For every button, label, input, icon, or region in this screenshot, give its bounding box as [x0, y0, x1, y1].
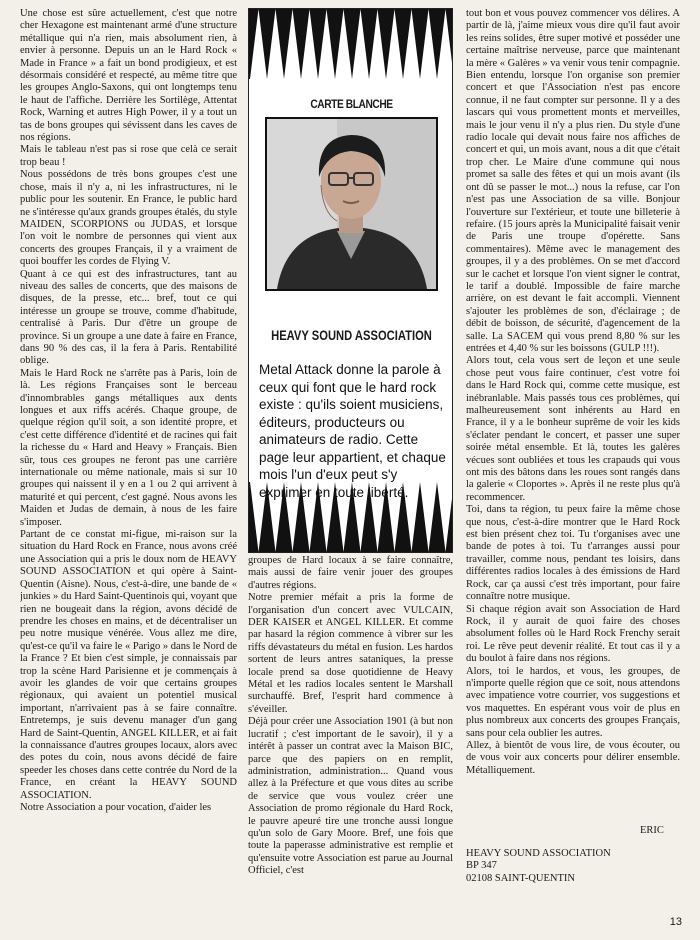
- intro-text: Metal Attack donne la parole à ceux qui font que le hard rock existe : qu'ils soient musiciens, éditeurs, producteurs ou animateurs de radio. Cette page leur appartient, et chaque mois l'un d'eux peut s'y exprimer en toute liberté.: [259, 362, 446, 500]
- paragraph: Allez, à bientôt de vous lire, de vous écouter, ou de vous voir aux concerts pour délirer ensemble. Métalliquement.: [466, 739, 680, 776]
- paragraph: Bien entendu, lorsque l'on organise son premier concert et que l'Association n'est pas encore connue, il ne faut compter sur personne. Il y a des lascars qui vous promettent monts et merveilles, mais le jour venu il n'y a plus rien. Du style d'une radio locale qui devait nous faire nos affiches de concert et qui, un mois avant, nous a dit que c'était trop cher. Le Maire d'une commune qui nous promet sa salle des fêtes et qui un mois avant (ils ont dû se passer le mot...) nous la refuse, car l'on n'est pas une Association de sa ville. Bonjour l'ouverture sur l'extérieur, et toute une billeterie à refaire. (15 jours après la Municipalité faisait venir de Paris une troupe d'opérette. Sans commentaires). Même avec le management des groupes, il y a des problèmes. On se met d'accord sur le cachet et lorsque l'on vient signer le contrat, le tarif a doublé. Impossible de faire marche arrière, on est devant le fait accompli. Viennent s'ajouter les problèmes de son, d'éclairage ; de débit de boisson, de sécurité, d'agencement de la salle. La SACEM qui vous prend 8,80 % sur les entrées et 4,40 % sur les boissons (GULP !!!).: [466, 70, 680, 354]
- paragraph: Mais le tableau n'est pas si rose que celà ce serait trop beau !: [20, 144, 237, 168]
- portrait-photo: [265, 117, 438, 291]
- association-title: HEAVY SOUND ASSOCIATION: [271, 327, 432, 343]
- paragraph: Toi, dans ta région, tu peux faire la même chose que nous, c'est-à-dire montrer que le Hard Rock est bien présent chez toi. Tu t'organises avec une bande de potes à toi. Tu t'arranges aussi pour travailler, comme nous, pendant tes loisirs, dans différentes radios locales à des émissions de Hard Rock, car ça aussi c'est très important, pour faire connaître notre musique.: [466, 504, 680, 603]
- address-line: 02108 SAINT-QUENTIN: [466, 872, 575, 884]
- paragraph: Partant de ce constat mi-figue, mi-raison sur la situation du Hard Rock en France, nous avons créé une Association qui a pris le doux nom de HEAVY SOUND ASSOCIATION et qui opère à Saint-Quentin (Aisne). Nous, c'est-à-dire, une bande de « junkies » du Hard Saint-Quentinois qui, voyant que rien ne bougeait dans la région, avons décidé de prendre les choses en mains, et de décentraliser un peu notre musique vénérée. Vous allez me dire, qu'est-ce qu'il va faire le « Parigo » dans le Nord de la France ? Et bien c'est simple, je connaissais par trop la scène Hard Parisienne et je commençais à avoir les glandes de voir que certains groupes régionaux, qui avaient un potentiel musical important, n'arrivaient pas à se faire connaître. Entretemps, je suis devenu manager d'un gang Hard de Saint-Quentin, ANGEL KILLER, et ai fait la connaissance d'autres groupes locaux, alors avec des potes du coin, nous avons décidé de faire speeder les choses dans cette contrée du Nord de la France, en créant la HEAVY SOUND ASSOCIATION.: [20, 529, 237, 801]
- paragraph: tout bon et vous pouvez commencer vos délires. A partir de là, j'aime mieux vous dire qu'il faut avoir les reins solides, être super motivé et posséder une certaine maîtrise nerveuse, parce que maintenant la mère « Galères » va venir vous tenir compagnie.: [466, 8, 680, 69]
- article-column-right: [466, 8, 680, 924]
- paragraph: Nous possédons de très bons groupes c'est une chose, mais il n'y a, ni les infrastructures, ni le public pour les soutenir. En France, le public hard ne s'intéresse qu'aux grands groupes étalés, du style MAIDEN, SCORPIONS ou JUDAS, et lorsque l'on voit le nombre de personnes qui vient aux concerts des groupes Français, il y a vraiment de quoi bouffer les cordes de Flying V.: [20, 169, 237, 268]
- paragraph: Notre Association a pour vocation, d'aider les: [20, 802, 212, 813]
- author-signature: ERIC: [640, 825, 664, 836]
- paragraph: Alors, toi le hardos, et vous, les groupes, de n'importe quelle région que ce soit, nous attendons avec impatience votre courrier, vos suggestions et vos maquettes. En espérant vous voir de plus en plus nombreux aux concerts des groupes Français, sans pour cela oublier les autres.: [466, 665, 680, 739]
- address-line: HEAVY SOUND ASSOCIATION: [466, 848, 611, 859]
- zigzag-border-top: [249, 9, 453, 79]
- article-column-left: [20, 8, 237, 924]
- paragraph: Mais le Hard Rock ne s'arrête pas à Paris, loin de là. Les régions Françaises sont le berceau d'innombrables gangs métalliques aux dents longues et aux riffs acérés. Chaque groupe, de quelque région qu'il soit, a son identité propre, et c'est cette différence d'identité et de racines qui fait la richesse du « Hard and Heavy » Français. Bien sûr, tous ces groupes ne feront pas une carrière internationale ou même nationale, mais si sur 10 groupes qui naissent il y en a 1 ou 2 qui arrivent à maturité et qui percent, c'est gagné. Nous avons les Maiden et Judas de demain, à nous de les faire s'imposer.: [20, 367, 237, 528]
- carte-blanche-title: CARTE BLANCHE: [310, 97, 393, 111]
- paragraph: Déjà pour créer une Association 1901 (à but non lucratif ; c'est important de le savoir), il y a intérêt à passer un contrat avec la Maison BIC, parce que des papiers on en remplit, administration, administration... Quand vous allez à la Préfecture et que vous dites au scribe de service que vous voulez créer une Association de promo régionale du Hard Rock, le pauvre apeuré tire une tronche aussi longue qu'un solo de Gary Moore. Bref, une fois que toute la paperasse administrative est remplie et qu'ensuite votre Association est parue au Journal Officiel, c'est: [248, 716, 453, 877]
- paragraph: Si chaque région avait son Association de Hard Rock, il y aurait de quoi faire des choses absolument folles où le Hard Rock Frenchy serait roi. Le rêve peut devenir réalité. Et tout cas il y a du boulot à faire dans nos régions.: [466, 603, 680, 665]
- address-line: BP 347: [466, 860, 497, 872]
- paragraph: Quant à ce qui est des infrastructures, tant au niveau des salles de concerts, que des maisons de disques, de la presse, etc... bref, tout ce qui intéresse un groupe se trouve, comme d'habitude, centralisé à Paris. Dur d'être un groupe de province. Si un groupe a une date à faire en France, dans 90 % des cas, il la fera à Paris. Rentabilité oblige.: [20, 268, 237, 367]
- article-column-middle: [248, 555, 453, 925]
- paragraph: Une chose est sûre actuellement, c'est que notre cher Hexagone est maintenant armé d'une structure métallique qui n'a rien, mais absolument rien, à envier à personne. Depuis un an le Hard Rock « Made in France » a fait un bond prodigieux, et est désormais considéré et respecté, au même titre que les groupes Anglo-Saxons, qui ont longtemps tenu le haut de l'affiche. Derrière les Sortilège, Attentat Rock, Warning et autres High Power, il y a tout un tas de bons groupes qui sévissent dans les caves de nos régions.: [20, 8, 237, 144]
- paragraph: Alors tout, cela vous sert de leçon et une seule chose peut vous faire continuer, c'est votre foi dans le Hard Rock qui, comme cette musique, est inébranlable. Mais passés tous ces problèmes, qui malheureusement sont inhérents au Hard en France, il y a le bonheur suprême de voir les kids s'éclater pendant le concert, et passer une super soirée métal ensemble. Et là, toutes les galères vécues sont oubliées et tous les crapauds qui vous ont mis des bâtons dans les roues sont rangés dans la galerie « Cloportes ». Après il ne reste plus qu'à recommencer.: [466, 355, 680, 503]
- carte-blanche-box: [248, 8, 453, 553]
- page-number: 13: [669, 916, 682, 928]
- paragraph: Notre premier méfait a pris la forme de l'organisation d'un concert avec VULCAIN, DER KAISER et ANGEL KILLER. Et comme par hasard la région commence à vibrer sur les riffs dévastateurs du métal en fusion. Les hardos sortent de leurs antres sataniques, la presse locale prend sa dose quotidienne de Heavy Métal et les radios locales sentent le Marshall surchauffé. Bref, l'esprit hard commence à s'éveiller.: [248, 592, 453, 715]
- contact-address: [466, 848, 680, 885]
- zigzag-border-bottom: [249, 482, 453, 552]
- paragraph: groupes de Hard locaux à se faire connaître, mais aussi de faire venir jouer des groupes d'autres régions.: [248, 555, 453, 591]
